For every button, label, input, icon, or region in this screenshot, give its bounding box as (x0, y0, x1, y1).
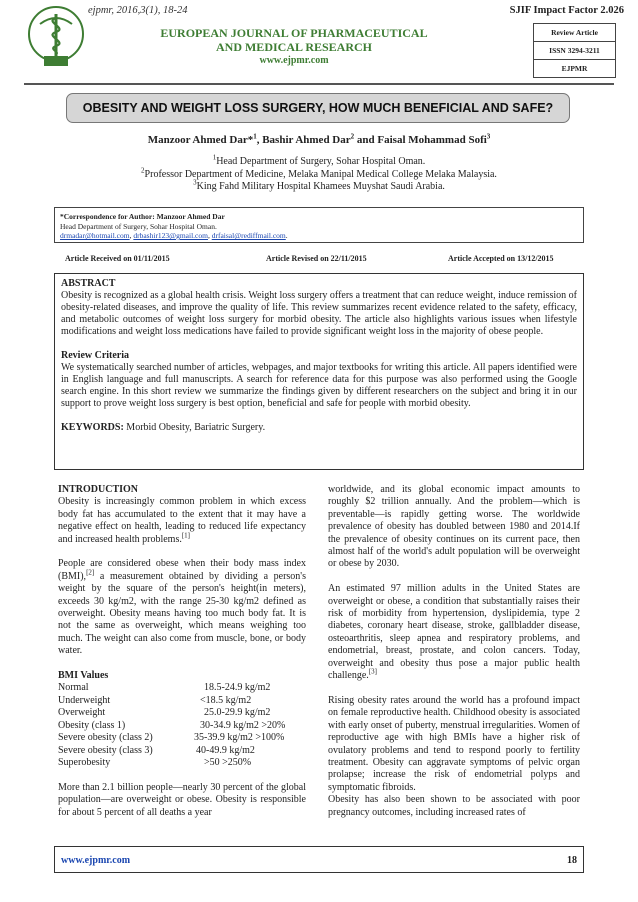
journal-line-2: AND MEDICAL RESEARCH (215, 39, 373, 54)
bmi-row: Normal 18.5-24.9 kg/m2 (58, 682, 271, 694)
email-link-3[interactable]: drfaisal@rediffmail.com (211, 231, 286, 240)
reference-2[interactable]: [2] (86, 568, 95, 577)
footer-url[interactable]: www.ejpmr.com (61, 855, 131, 866)
journal-url[interactable]: www.ejpmr.com (259, 55, 329, 66)
impact-factor: SJIF Impact Factor 2.026 (509, 5, 624, 16)
caduceus-logo-icon (26, 4, 86, 70)
bmi-table (58, 682, 285, 769)
journal-name (100, 27, 488, 68)
author-1: Manzoor Ahmed Dar*$^1$, (147, 132, 263, 146)
keywords-label: KEYWORDS: (61, 422, 124, 433)
author-3: Faisal Mohammad Sofi$^3$ (377, 132, 491, 146)
affiliation-3: $^3$King Fahd Military Hospital Khamees Muyshat Saudi Arabia. (193, 178, 445, 192)
bmi-row: Superobesity >50 >250% (58, 756, 252, 768)
page-footer (54, 846, 584, 873)
body-paragraph-2: An estimated 97 million adults in the United States are overweight or obese, a condition that substantially raises their risk of morbidity from hypertension, dyslipidemia, type 2 diabetes, coronary heart disease, stroke, gallbladder disease, osteoarthritis, sleep apnea and respiratory problems, and endometrial, breast, prostate, and colon cancers. Today, overweight and obesity thus pose a major public health challenge.[3] (328, 583, 580, 682)
keywords-value: Morbid Obesity, Bariatric Surgery. (126, 422, 266, 433)
body-paragraph-3: Rising obesity rates around the world has a profound impact on female reproductive health. Childhood obesity is associated with early onset of puberty, menstrual irregularities. Women of reproductive age with high BMIs have a higher risk of ovulatory problems and tend to respond poorly to fertility treatment. Obesity can aggravate symptoms of pelvic organ prolapse; increase the risk of endometrial polyps and symptomatic fibroids. (328, 694, 580, 793)
abstract-heading: ABSTRACT (61, 278, 116, 289)
body-column-left (58, 484, 306, 831)
bmi-row: Obesity (class 1) 30-34.9 kg/m2 >20% (58, 719, 286, 731)
affiliation-2: $^2$Professor Department of Medicine, Melaka Manipal Medical College Melaka Malaysia. (141, 166, 497, 180)
correspondence-emails: drmadar@hotmail.com, drbashir123@gmail.com, drfaisal@rediffmail.com. (60, 231, 288, 240)
intro-paragraph-3: More than 2.1 billion people—nearly 30 percent of the global population—are overweight or obese. Obesity is responsible for about 5 percent of all deaths a year (58, 781, 306, 818)
article-type: Review Article (534, 24, 615, 42)
bmi-row: Underweight <18.5 kg/m2 (58, 694, 252, 706)
author-list (24, 134, 614, 146)
review-criteria-text: We systematically searched number of articles, webpages, and major textbooks for writing this article. All papers identified were in English language and full manuscripts. A search for reference data for this purpose was also performed using the Google search engine. In this short review we summarize the findings given by different researchers on the subject and bring it in our support to prove weight loss surgery is best option, beneficial and safe for people with morbid obesity. (61, 362, 577, 409)
correspondence-heading: *Correspondence for Author: Manzoor Ahmed Dar (60, 212, 225, 221)
bmi-row: Severe obesity (class 3) 40-49.9 kg/m2 (58, 744, 255, 756)
article-title: OBESITY AND WEIGHT LOSS SURGERY, HOW MUCH BENEFICIAL AND SAFE? (66, 93, 570, 123)
reference-3[interactable]: [3] (368, 667, 377, 676)
page-number: 18 (567, 855, 577, 866)
body-paragraph-1: worldwide, and its global economic impact amounts to roughly $2 trillion annually. And the problem—which is preventable—is rapidly getting worse. The worldwide prevalence of obesity has doubled between 1980 and 2014.If the prevalence of obesity continues on its current pace, then almost half of the world's adult population will be overweight or obese by 2030. (328, 484, 580, 570)
intro-paragraph-1: Obesity is increasingly common problem in which excess body fat has accumulated to the extent that it may have a negative effect on health, leading to reduced life expectancy and increased health problems.[1] (58, 496, 306, 545)
abstract-text: Obesity is recognized as a global health crisis. Weight loss surgery offers a treatment that can reduce weight, induce remission of obesity-related diseases, and improve the quality of life. This review summarizes recent evidence related to the safety, efficacy, and metabolic outcomes of weight loss surgery for morbid obesity. The article also highlights various issues when lifestyle modifications and weight loss medications have failed to provide significant weight loss in the majority of obese people. (61, 290, 577, 337)
correspondence-box (54, 207, 584, 243)
journal-abbrev: EJPMR (561, 64, 588, 73)
affiliations (24, 153, 614, 194)
review-criteria-heading: Review Criteria (61, 350, 130, 361)
email-link-1[interactable]: drmadar@hotmail.com (60, 231, 130, 240)
bmi-row: Overweight 25.0-29.9 kg/m2 (58, 707, 271, 719)
body-column-right (328, 484, 580, 831)
article-type-box (533, 23, 616, 78)
date-accepted: Article Accepted on 13/12/2015 (448, 254, 554, 263)
date-received: Article Received on 01/11/2015 (65, 254, 170, 263)
bmi-heading: BMI Values (58, 670, 109, 682)
bmi-row: Severe obesity (class 2) 35-39.9 kg/m2 >100% (58, 732, 285, 744)
email-link-2[interactable]: drbashir123@gmail.com (133, 231, 208, 240)
author-2: Bashir Ahmed Dar$^2$ and (262, 132, 378, 146)
body-paragraph-4: Obesity has also been shown to be associated with poor pregnancy outcomes, including increased rates of (328, 794, 580, 818)
affiliation-1: $^1$Head Department of Surgery, Sohar Hospital Oman. (212, 153, 426, 167)
reference-1[interactable]: [1] (181, 531, 191, 540)
date-revised: Article Revised on 22/11/2015 (266, 254, 367, 263)
keywords (61, 422, 577, 434)
abstract-box (54, 273, 584, 470)
header-divider (24, 83, 614, 85)
correspondence-address: Head Department of Surgery, Sohar Hospital Oman. (60, 221, 217, 231)
journal-line-1: EUROPEAN JOURNAL OF PHARMACEUTICAL (160, 26, 428, 40)
intro-paragraph-2: People are considered obese when their body mass index (BMI),[2] a measurement obtained by dividing a person's weight by the square of the person's height(in meters), exceeds 30 kg/m2, with the range 25-30 kg/m2 defined as overweight. Obesity means having too much body fat. It is not the same as overweight, which means weighing too much. The weight can also come from muscle, bone, or body water. (58, 558, 306, 657)
introduction-heading: INTRODUCTION (58, 484, 139, 495)
issn: ISSN 3294-3211 (534, 42, 615, 60)
citation: ejpmr, 2016,3(1), 18-24 (88, 5, 188, 16)
